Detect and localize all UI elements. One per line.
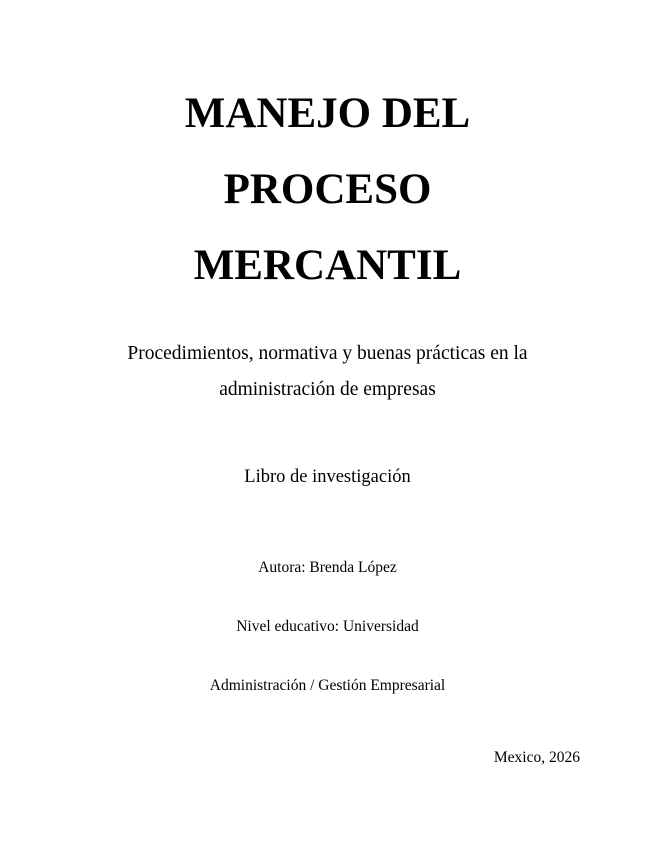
subject-field: Administración / Gestión Empresarial bbox=[209, 677, 446, 694]
subtitle-line: administración de empresas bbox=[219, 379, 436, 400]
education-level: Nivel educativo: Universidad bbox=[236, 618, 419, 635]
document-type: Libro de investigación bbox=[244, 467, 411, 487]
document-subtitle bbox=[60, 336, 595, 408]
author-line: Autora: Brenda López bbox=[258, 559, 397, 576]
subtitle-line: Procedimientos, normativa y buenas prácticas en la bbox=[127, 343, 528, 364]
title-line: MANEJO DEL bbox=[184, 90, 471, 137]
title-line: PROCESO bbox=[223, 166, 432, 213]
place-and-date: Mexico, 2026 bbox=[493, 749, 580, 766]
title-line: MERCANTIL bbox=[193, 242, 462, 289]
document-title bbox=[0, 76, 655, 304]
